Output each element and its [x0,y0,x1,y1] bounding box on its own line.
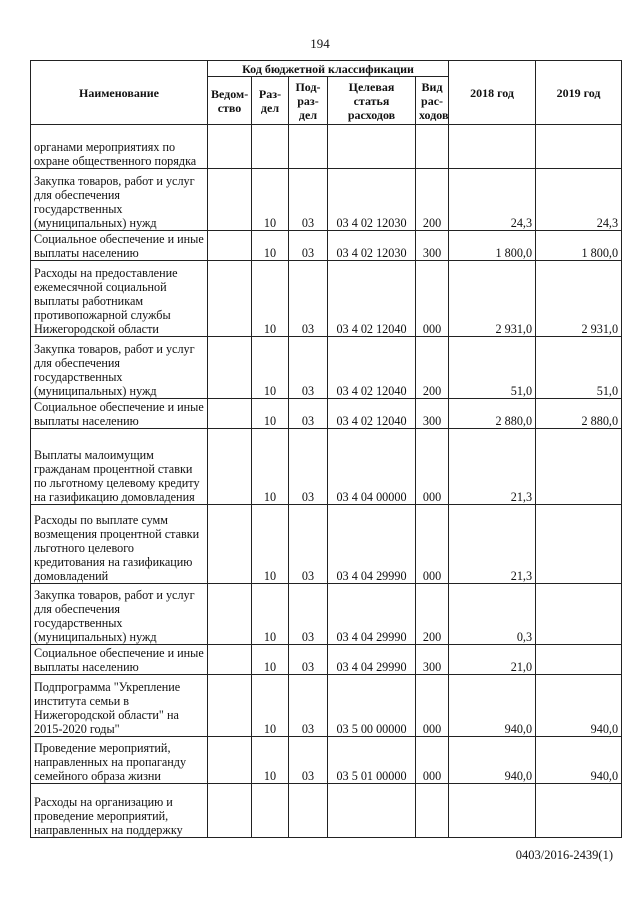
cell-razdel [252,125,289,169]
cell-name: Социальное обеспечение и иные выплаты населению [31,231,208,261]
cell-2019: 940,0 [536,675,622,737]
table-row [31,584,622,645]
cell-name: Проведение мероприятий, направленных на пропаганду семейного образа жизни [31,737,208,784]
cell-name: Выплаты малоимущим гражданам процентной ставки по льготному целевому кредиту на газификацию домовладения [31,429,208,505]
cell-target-article: 03 4 04 00000 [328,429,416,505]
cell-target-article: 03 4 04 29990 [328,505,416,584]
table-body [31,125,622,838]
table-row [31,429,622,505]
cell-name: Закупка товаров, работ и услуг для обеспечения государственных (муниципальных) нужд [31,584,208,645]
cell-2018: 940,0 [449,737,536,784]
cell-2019: 2 931,0 [536,261,622,337]
cell-target-article: 03 4 04 29990 [328,645,416,675]
cell-podrazdel: 03 [289,737,328,784]
cell-razdel: 10 [252,337,289,399]
cell-2019: 940,0 [536,737,622,784]
cell-2018: 51,0 [449,337,536,399]
cell-expense-type: 000 [416,429,449,505]
cell-2018: 21,0 [449,645,536,675]
budget-table [30,60,622,838]
cell-vedomstvo [208,337,252,399]
cell-target-article: 03 4 02 12030 [328,169,416,231]
cell-name: Социальное обеспечение и иные выплаты населению [31,399,208,429]
cell-vedomstvo [208,645,252,675]
cell-podrazdel: 03 [289,505,328,584]
cell-target-article [328,784,416,838]
cell-2019 [536,125,622,169]
header-vedomstvo: Ведом-ство [208,77,252,125]
cell-name: Подпрограмма "Укрепление института семьи в Нижегородской области" на 2015-2020 годы" [31,675,208,737]
table-row [31,737,622,784]
cell-2019: 51,0 [536,337,622,399]
cell-2019 [536,645,622,675]
header-name: Наименование [31,61,208,125]
cell-name: органами мероприятиях по охране общественного порядка [31,125,208,169]
cell-vedomstvo [208,784,252,838]
table-row [31,337,622,399]
cell-vedomstvo [208,429,252,505]
cell-podrazdel: 03 [289,261,328,337]
cell-podrazdel: 03 [289,169,328,231]
table-row [31,125,622,169]
cell-expense-type [416,125,449,169]
cell-podrazdel: 03 [289,675,328,737]
cell-2018 [449,125,536,169]
cell-expense-type: 300 [416,231,449,261]
cell-razdel: 10 [252,675,289,737]
cell-razdel [252,784,289,838]
cell-target-article [328,125,416,169]
cell-expense-type: 300 [416,399,449,429]
table-row [31,505,622,584]
cell-podrazdel: 03 [289,584,328,645]
cell-2018: 2 931,0 [449,261,536,337]
cell-razdel: 10 [252,645,289,675]
cell-name: Закупка товаров, работ и услуг для обеспечения государственных (муниципальных) нужд [31,337,208,399]
cell-2018 [449,784,536,838]
cell-expense-type: 000 [416,737,449,784]
cell-podrazdel: 03 [289,645,328,675]
header-2019: 2019 год [536,61,622,125]
table-row [31,231,622,261]
cell-expense-type: 000 [416,261,449,337]
table-row [31,784,622,838]
cell-2019 [536,784,622,838]
header-target-article: Целевая статья расходов [328,77,416,125]
table-row [31,399,622,429]
table-row [31,261,622,337]
cell-target-article: 03 4 02 12030 [328,231,416,261]
cell-razdel: 10 [252,505,289,584]
cell-vedomstvo [208,737,252,784]
cell-name: Расходы на организацию и проведение мероприятий, направленных на поддержку [31,784,208,838]
cell-vedomstvo [208,505,252,584]
header-classification-group: Код бюджетной классификации [208,61,449,77]
cell-expense-type: 200 [416,584,449,645]
cell-vedomstvo [208,584,252,645]
cell-podrazdel: 03 [289,337,328,399]
cell-name: Расходы на предоставление ежемесячной социальной выплаты работникам противопожарной службы Нижегородской области [31,261,208,337]
cell-2018: 2 880,0 [449,399,536,429]
cell-2018: 21,3 [449,429,536,505]
table-row [31,645,622,675]
header-2018: 2018 год [449,61,536,125]
cell-razdel: 10 [252,429,289,505]
cell-expense-type: 300 [416,645,449,675]
cell-podrazdel: 03 [289,399,328,429]
table-row [31,675,622,737]
cell-target-article: 03 4 02 12040 [328,337,416,399]
table-header [31,61,622,125]
cell-podrazdel [289,784,328,838]
cell-razdel: 10 [252,169,289,231]
cell-2018: 24,3 [449,169,536,231]
cell-target-article: 03 5 00 00000 [328,675,416,737]
cell-name: Закупка товаров, работ и услуг для обеспечения государственных (муниципальных) нужд [31,169,208,231]
cell-expense-type: 200 [416,169,449,231]
cell-target-article: 03 4 02 12040 [328,399,416,429]
cell-expense-type: 000 [416,675,449,737]
cell-expense-type: 000 [416,505,449,584]
cell-name: Социальное обеспечение и иные выплаты населению [31,645,208,675]
cell-razdel: 10 [252,231,289,261]
header-podrazdel: Под-раз-дел [289,77,328,125]
cell-vedomstvo [208,399,252,429]
cell-2019 [536,584,622,645]
cell-2018: 21,3 [449,505,536,584]
cell-expense-type [416,784,449,838]
cell-2019: 1 800,0 [536,231,622,261]
cell-vedomstvo [208,169,252,231]
cell-2019 [536,429,622,505]
header-razdel: Раз-дел [252,77,289,125]
cell-2019 [536,505,622,584]
cell-razdel: 10 [252,399,289,429]
cell-2019: 24,3 [536,169,622,231]
cell-target-article: 03 4 02 12040 [328,261,416,337]
cell-razdel: 10 [252,737,289,784]
cell-target-article: 03 5 01 00000 [328,737,416,784]
cell-2018: 0,3 [449,584,536,645]
cell-name: Расходы по выплате сумм возмещения процентной ставки льготного целевого кредитования на газификацию домовладений [31,505,208,584]
table-row [31,169,622,231]
document-code: 0403/2016-2439(1) [515,848,613,862]
cell-expense-type: 200 [416,337,449,399]
cell-podrazdel: 03 [289,231,328,261]
cell-2018: 940,0 [449,675,536,737]
cell-vedomstvo [208,261,252,337]
page-number: 194 [310,36,330,51]
cell-vedomstvo [208,231,252,261]
cell-vedomstvo [208,125,252,169]
cell-razdel: 10 [252,584,289,645]
cell-podrazdel: 03 [289,429,328,505]
header-expense-type: Вид рас-ходов [416,77,449,125]
cell-vedomstvo [208,675,252,737]
cell-razdel: 10 [252,261,289,337]
cell-target-article: 03 4 04 29990 [328,584,416,645]
cell-2018: 1 800,0 [449,231,536,261]
cell-podrazdel [289,125,328,169]
cell-2019: 2 880,0 [536,399,622,429]
